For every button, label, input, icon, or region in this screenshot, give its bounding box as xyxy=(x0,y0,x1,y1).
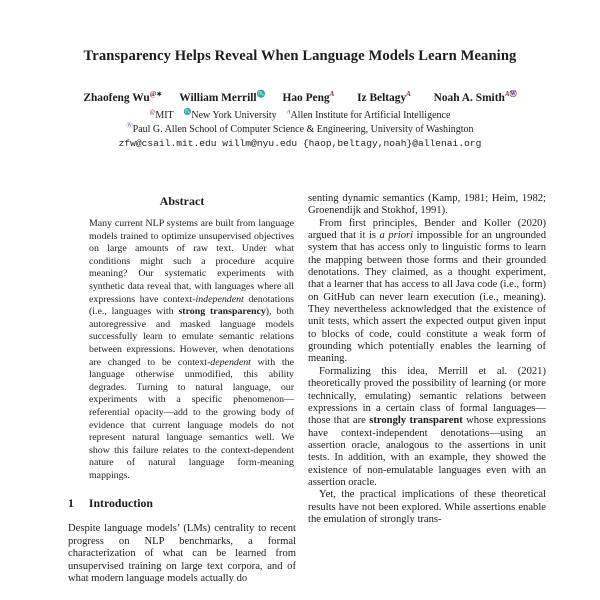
abstract-text: Many current NLP systems are built from language models trained to optimize unsupervised objectives on large amounts of raw text. Under what conditions might such a procedure acquire meaning? Our systematic experiments with synthetic data reveal that, with languages where all expressions have context-independent denotations (i.e., languages with strong transparency), both autoregressive and masked language models successfully learn to emulate semantic relations between expressions. However, when denotations are changed to be context-dependent with the language otherwise unmodified, this ability degrades. Turning to natural language, our experiments with a specific phenomenon—referential opacity—add to the growing body of evidence that current language models do not represent natural language semantics well. We show this failure relates to the context-dependent nature of natural language form-meaning mappings. xyxy=(89,218,295,481)
section-number: 1 xyxy=(68,496,74,511)
intro-paragraph: Despite language models’ (LMs) centrality to recent progress on NLP benchmarks, a formal characterization of what can be learned from unsupervised training on large text corpora, and of what modern language models actually do xyxy=(68,523,296,584)
paragraph-bender-koller: From first principles, Bender and Koller (2020) argued that it is a priori impossible for an ungrounded system that has access only to linguistic forms to learn the mapping between those forms and their grounded denotations. They claimed, as a thought experiment, that a learner that has access to all Java code (i.e., form) on GitHub can never learn execution (i.e., meaning). They nevertheless acknowledged that the existence of unit tests, which assert the expected output given input to blocks of code, could constitute a weak form of grounding which potentially enables the learning of meaning. xyxy=(308,217,546,365)
right-column xyxy=(308,193,546,600)
left-column xyxy=(68,193,296,600)
affiliation-line-2: ⓌPaul G. Allen School of Computer Science & Engineering, University of Washington xyxy=(126,122,474,135)
section-heading-introduction xyxy=(68,496,296,511)
author-emails: zfw@csail.mit.edu willm@nyu.edu {haop,beltagy,noah}@allenai.org xyxy=(118,138,482,149)
abstract-heading: Abstract xyxy=(159,194,205,208)
paragraph-yet: Yet, the practical implications of these theoretical results have not been explored. While assertions enable the emulation of strongly trans- xyxy=(308,489,546,525)
paper-title: Transparency Helps Reveal When Language Models Learn Meaning xyxy=(83,48,517,64)
paragraph-merrill: Formalizing this idea, Merrill et al. (2021) theoretically proved the possibility of learning (or more technically, emulating) semantic relations between expressions in a certain class of formal languages—those that are strongly transparent whose expressions have context-independent denotations—using an assertion oracle, analogous to the assertions in unit tests. In addition, with an example, they showed the existence of non-emulatable languages even with an assertion oracle. xyxy=(308,365,546,488)
section-title: Introduction xyxy=(88,496,153,511)
author-line: Zhaofeng Wu@∗ William Merrill♏ Hao Peng$^A$ Iz Beltagy$^A$ Noah A. Smith$^{AⓌ}$ xyxy=(83,90,517,104)
continuation-paragraph: senting dynamic semantics (Kamp, 1981; Heim, 1982; Groenendijk and Stokhof, 1991). xyxy=(308,193,546,217)
affiliation-line-1: @MIT ♏New York University $^A$Allen Institute for Artificial Intelligence xyxy=(149,108,451,121)
